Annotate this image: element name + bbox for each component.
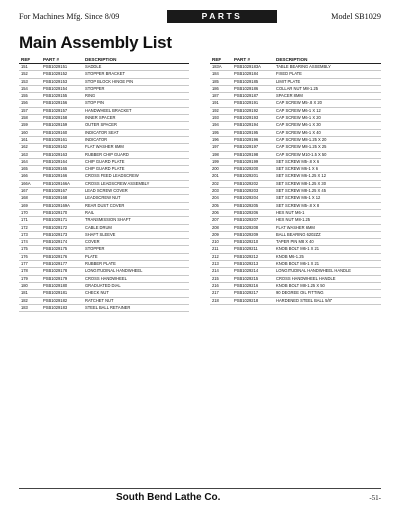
table-row [19, 253, 189, 260]
cell-part-number: PSB1029174 [41, 239, 83, 246]
cell-description: HANDWHEEL BRACKET [83, 107, 189, 114]
cell-ref: 172 [19, 224, 41, 231]
cell-part-number: PSB1029206 [232, 209, 274, 216]
cell-part-number: PSB1029154 [41, 85, 83, 92]
cell-ref: 200 [210, 166, 232, 173]
cell-description: FLAT WASHER 6MM [83, 144, 189, 151]
cell-description: KNOB BOLT M6-1 X 21 [274, 246, 381, 253]
header-section-bar: PARTS [167, 10, 277, 23]
cell-description: FIXED PLATE [274, 71, 381, 78]
cell-ref: 178 [19, 268, 41, 275]
cell-ref: 197 [210, 144, 232, 151]
cell-part-number: PSB1029183A [232, 64, 274, 71]
cell-ref: 175 [19, 246, 41, 253]
cell-part-number: PSB1029191 [232, 100, 274, 107]
cell-part-number: PSB1029170 [41, 209, 83, 216]
cell-ref: 170 [19, 209, 41, 216]
cell-part-number: PSB1029180 [41, 282, 83, 289]
table-row [210, 158, 381, 165]
cell-ref: 193 [210, 115, 232, 122]
cell-part-number: PSB1029193 [232, 115, 274, 122]
table-row [19, 64, 189, 71]
cell-part-number: PSB1029211 [232, 246, 274, 253]
cell-part-number: PSB1029184 [232, 71, 274, 78]
page-header [19, 10, 381, 25]
cell-ref: 186 [210, 85, 232, 92]
cell-ref: 181 [19, 290, 41, 297]
cell-ref: 166A [19, 180, 41, 187]
cell-ref: 212 [210, 253, 232, 260]
cell-description: CAP SCREW M5-.8 X 20 [274, 100, 381, 107]
cell-ref: 207 [210, 217, 232, 224]
table-row [19, 202, 189, 209]
cell-ref: 156 [19, 100, 41, 107]
table-row [210, 93, 381, 100]
table-row [19, 71, 189, 78]
table-row [210, 239, 381, 246]
cell-part-number: PSB1029163 [41, 151, 83, 158]
cell-ref: 213 [210, 261, 232, 268]
cell-description: CROSS HANDWHEEL HANDLE [274, 275, 381, 282]
cell-description: COVER [83, 239, 189, 246]
table-row [210, 144, 381, 151]
table-row [19, 85, 189, 92]
cell-part-number: PSB1029213 [232, 261, 274, 268]
cell-ref: 162 [19, 144, 41, 151]
table-row [210, 71, 381, 78]
cell-description: SET SCREW M6-1.25 X 12 [274, 173, 381, 180]
table-row [210, 115, 381, 122]
cell-description: CAP SCREW M6-1 X 20 [274, 115, 381, 122]
cell-ref: 208 [210, 224, 232, 231]
cell-ref: 184 [210, 71, 232, 78]
cell-ref: 195 [210, 129, 232, 136]
table-row [210, 151, 381, 158]
cell-part-number: PSB1029196 [232, 136, 274, 143]
column-header-ref: REF [210, 56, 232, 64]
cell-ref: 159 [19, 122, 41, 129]
cell-description: 90 DEGREE OIL FITTING [274, 290, 381, 297]
cell-ref: 185 [210, 78, 232, 85]
cell-description: KNOB BOLT M6-1 X 21 [274, 261, 381, 268]
cell-part-number: PSB1029212 [232, 253, 274, 260]
cell-description: HEX NUT M8-1.25 [274, 217, 381, 224]
cell-part-number: PSB1029209 [232, 231, 274, 238]
cell-part-number: PSB1029195 [232, 129, 274, 136]
cell-ref: 202 [210, 180, 232, 187]
cell-ref: 196 [210, 136, 232, 143]
table-row [19, 217, 189, 224]
cell-description: FLAT WASHER 6MM [274, 224, 381, 231]
cell-part-number: PSB1029194 [232, 122, 274, 129]
cell-part-number: PSB1029178 [41, 268, 83, 275]
cell-description: BALL BEARING 6202ZZ [274, 231, 381, 238]
cell-part-number: PSB1029153 [41, 78, 83, 85]
cell-part-number: PSB1029182 [41, 297, 83, 304]
cell-description: LONGITUDINAL HANDWHEEL HANDLE [274, 268, 381, 275]
cell-ref: 154 [19, 85, 41, 92]
cell-part-number: PSB1029176 [41, 253, 83, 260]
cell-part-number: PSB1029183 [41, 304, 83, 311]
table-row [210, 173, 381, 180]
cell-part-number: PSB1029168 [41, 195, 83, 202]
cell-ref: 166 [19, 173, 41, 180]
cell-part-number: PSB1029177 [41, 261, 83, 268]
cell-ref: 163 [19, 151, 41, 158]
cell-part-number: PSB1029173 [41, 231, 83, 238]
cell-ref: 192 [210, 107, 232, 114]
table-row [19, 129, 189, 136]
cell-ref: 179 [19, 275, 41, 282]
cell-part-number: PSB1029175 [41, 246, 83, 253]
cell-description: TAPER PIN M8 X 40 [274, 239, 381, 246]
cell-description: INDICATOR SEAT [83, 129, 189, 136]
table-row [19, 239, 189, 246]
table-row [210, 85, 381, 92]
table-row [19, 297, 189, 304]
cell-description: TRANSMISSION SHAFT [83, 217, 189, 224]
cell-description: SET SCREW M5-.8 X 8 [274, 202, 381, 209]
table-row [19, 144, 189, 151]
cell-ref: 167 [19, 188, 41, 195]
table-header-row [19, 56, 189, 64]
table-row [210, 282, 381, 289]
cell-description: INNER SPACER [83, 115, 189, 122]
table-row [210, 122, 381, 129]
cell-ref: 214 [210, 268, 232, 275]
column-header-part: PART # [232, 56, 274, 64]
table-row [19, 173, 189, 180]
cell-part-number: PSB1029171 [41, 217, 83, 224]
cell-part-number: PSB1029201 [232, 173, 274, 180]
table-row [19, 290, 189, 297]
cell-description: CAP SCREW M10-1.5 X 50 [274, 151, 381, 158]
cell-description: CROSS FEED LEADSCREW [83, 173, 189, 180]
cell-ref: 155 [19, 93, 41, 100]
cell-part-number: PSB1029200 [232, 166, 274, 173]
cell-description: RING [83, 93, 189, 100]
cell-description: SET SCREW M8-1.25 X 30 [274, 180, 381, 187]
table-row [19, 261, 189, 268]
cell-ref: 177 [19, 261, 41, 268]
cell-description: SADDLE [83, 64, 189, 71]
header-machines-mfg: For Machines Mfg. Since 8/09 [19, 12, 120, 21]
footer-brand: South Bend Lathe Co. [116, 492, 221, 503]
header-model: Model SB1029 [331, 12, 381, 21]
cell-description: LEAD SCREW COVER [83, 188, 189, 195]
table-row [19, 107, 189, 114]
table-row [19, 93, 189, 100]
cell-part-number: PSB1029151 [41, 64, 83, 71]
cell-part-number: PSB1029197 [232, 144, 274, 151]
cell-part-number: PSB1029155 [41, 93, 83, 100]
table-row [210, 224, 381, 231]
table-row [19, 158, 189, 165]
cell-description: PLATE [83, 253, 189, 260]
cell-description: TABLE BEARING ASSEMBLY [274, 64, 381, 71]
cell-part-number: PSB1029185 [232, 78, 274, 85]
cell-ref: 206 [210, 209, 232, 216]
column-header-ref: REF [19, 56, 41, 64]
cell-description: CABLE DRUM [83, 224, 189, 231]
cell-ref: 191 [210, 100, 232, 107]
table-row [210, 107, 381, 114]
cell-ref: 168 [19, 195, 41, 202]
cell-part-number: PSB1029202 [232, 180, 274, 187]
cell-description: STOPPER [83, 246, 189, 253]
column-header-description: DESCRIPTION [83, 56, 189, 64]
cell-part-number: PSB1029156 [41, 100, 83, 107]
table-row [210, 209, 381, 216]
table-row [210, 180, 381, 187]
table-row [210, 261, 381, 268]
cell-part-number: PSB1029161 [41, 136, 83, 143]
cell-part-number: PSB1029158 [41, 115, 83, 122]
cell-ref: 205 [210, 202, 232, 209]
cell-description: COLLAR NUT M8-1.25 [274, 85, 381, 92]
cell-ref: 160 [19, 129, 41, 136]
cell-part-number: PSB1029216 [232, 282, 274, 289]
cell-description: STOPPER [83, 85, 189, 92]
cell-part-number: PSB1029199 [232, 158, 274, 165]
cell-description: GRADUATED DIAL [83, 282, 189, 289]
cell-ref: 169 [19, 202, 41, 209]
cell-part-number: PSB1029217 [232, 290, 274, 297]
table-row [19, 100, 189, 107]
cell-part-number: PSB1029204 [232, 195, 274, 202]
cell-ref: 157 [19, 107, 41, 114]
cell-ref: 201 [210, 173, 232, 180]
cell-description: SET SCREW M6-1 X 6 [274, 166, 381, 173]
cell-description: CROSS LEADSCREW ASSEMBLY [83, 180, 189, 187]
cell-ref: 153 [19, 78, 41, 85]
cell-ref: 204 [210, 195, 232, 202]
table-row [19, 151, 189, 158]
cell-description: CAP SCREW M8-1.25 X 20 [274, 136, 381, 143]
cell-description: HEX NUT M6-1 [274, 209, 381, 216]
cell-ref: 218 [210, 297, 232, 304]
table-row [210, 195, 381, 202]
cell-description: STEEL BALL RETAINER [83, 304, 189, 311]
table-row [210, 217, 381, 224]
cell-ref: 203 [210, 188, 232, 195]
cell-part-number: PSB1029159 [41, 122, 83, 129]
cell-description: SPACER 8MM [274, 93, 381, 100]
cell-description: CHIP GUARD PLATE [83, 166, 189, 173]
cell-description: STOPPER BRACKET [83, 71, 189, 78]
parts-table-right [210, 56, 381, 305]
column-header-description: DESCRIPTION [274, 56, 381, 64]
table-row [210, 246, 381, 253]
cell-ref: 198 [210, 151, 232, 158]
cell-ref: 174 [19, 239, 41, 246]
table-row [19, 180, 189, 187]
table-row [210, 64, 381, 71]
cell-part-number: PSB1029165 [41, 166, 83, 173]
page-number: -51- [369, 494, 381, 502]
cell-description: LONGITUDINAL HANDWHEEL [83, 268, 189, 275]
page-title: Main Assembly List [19, 33, 172, 52]
cell-ref: 183 [19, 304, 41, 311]
cell-description: CAP SCREW M6-1 X 12 [274, 107, 381, 114]
footer-divider [19, 488, 381, 489]
table-row [210, 202, 381, 209]
cell-part-number: PSB1029164 [41, 158, 83, 165]
table-row [210, 275, 381, 282]
cell-description: SHAFT SLEEVE [83, 231, 189, 238]
cell-ref: 180 [19, 282, 41, 289]
table-row [19, 115, 189, 122]
cell-part-number: PSB1029218 [232, 297, 274, 304]
cell-description: CROSS HANDWHEEL [83, 275, 189, 282]
table-row [210, 297, 381, 304]
cell-part-number: PSB1029166A [41, 180, 83, 187]
cell-part-number: PSB1029169A [41, 202, 83, 209]
cell-part-number: PSB1029203 [232, 188, 274, 195]
cell-description: LIMIT PLATE [274, 78, 381, 85]
cell-part-number: PSB1029157 [41, 107, 83, 114]
cell-part-number: PSB1029207 [232, 217, 274, 224]
cell-description: CAP SCREW M6-1 X 40 [274, 129, 381, 136]
cell-part-number: PSB1029192 [232, 107, 274, 114]
table-row [19, 122, 189, 129]
parts-table-left [19, 56, 189, 312]
table-row [210, 253, 381, 260]
cell-part-number: PSB1029205 [232, 202, 274, 209]
table-row [210, 290, 381, 297]
cell-ref: 183A [210, 64, 232, 71]
cell-description: REAR DUST COVER [83, 202, 189, 209]
table-row [210, 78, 381, 85]
cell-description: OUTER SPACER [83, 122, 189, 129]
cell-description: CAP SCREW M8-1.25 X 25 [274, 144, 381, 151]
cell-description: RATCHET NUT [83, 297, 189, 304]
cell-ref: 216 [210, 282, 232, 289]
cell-description: RUBBER CHIP GUARD [83, 151, 189, 158]
cell-ref: 209 [210, 231, 232, 238]
table-row [19, 246, 189, 253]
cell-description: KNOB M6-1.25 [274, 253, 381, 260]
cell-description: CHECK NUT [83, 290, 189, 297]
table-row [19, 136, 189, 143]
cell-ref: 171 [19, 217, 41, 224]
column-header-part: PART # [41, 56, 83, 64]
table-row [19, 188, 189, 195]
cell-part-number: PSB1029167 [41, 188, 83, 195]
table-row [19, 78, 189, 85]
table-row [19, 275, 189, 282]
cell-ref: 151 [19, 64, 41, 71]
cell-ref: 165 [19, 166, 41, 173]
table-row [210, 268, 381, 275]
cell-description: RUBBER PLATE [83, 261, 189, 268]
cell-ref: 210 [210, 239, 232, 246]
cell-part-number: PSB1029160 [41, 129, 83, 136]
cell-part-number: PSB1029162 [41, 144, 83, 151]
table-row [210, 231, 381, 238]
cell-ref: 173 [19, 231, 41, 238]
cell-ref: 182 [19, 297, 41, 304]
cell-ref: 176 [19, 253, 41, 260]
table-row [210, 188, 381, 195]
cell-part-number: PSB1029210 [232, 239, 274, 246]
table-row [19, 268, 189, 275]
cell-description: INDICATOR [83, 136, 189, 143]
table-row [210, 129, 381, 136]
cell-part-number: PSB1029208 [232, 224, 274, 231]
cell-ref: 217 [210, 290, 232, 297]
cell-description: RAIL [83, 209, 189, 216]
table-row [210, 166, 381, 173]
cell-part-number: PSB1029166 [41, 173, 83, 180]
cell-description: HARDENED STEEL BALL 5/8" [274, 297, 381, 304]
cell-ref: 158 [19, 115, 41, 122]
cell-description: SET SCREW M6-1 X 12 [274, 195, 381, 202]
table-row [210, 100, 381, 107]
table-row [210, 136, 381, 143]
cell-part-number: PSB1029172 [41, 224, 83, 231]
cell-part-number: PSB1029214 [232, 268, 274, 275]
table-row [19, 224, 189, 231]
cell-ref: 194 [210, 122, 232, 129]
cell-part-number: PSB1029198 [232, 151, 274, 158]
table-row [19, 282, 189, 289]
cell-ref: 211 [210, 246, 232, 253]
cell-part-number: PSB1029181 [41, 290, 83, 297]
cell-part-number: PSB1029187 [232, 93, 274, 100]
cell-part-number: PSB1029186 [232, 85, 274, 92]
cell-ref: 152 [19, 71, 41, 78]
cell-description: STOP BLOCK HINGE PIN [83, 78, 189, 85]
cell-ref: 199 [210, 158, 232, 165]
table-row [19, 166, 189, 173]
cell-description: STOP PIN [83, 100, 189, 107]
table-row [19, 304, 189, 311]
table-row [19, 231, 189, 238]
cell-ref: 215 [210, 275, 232, 282]
cell-ref: 161 [19, 136, 41, 143]
cell-part-number: PSB1029215 [232, 275, 274, 282]
cell-ref: 187 [210, 93, 232, 100]
cell-part-number: PSB1029179 [41, 275, 83, 282]
table-row [19, 209, 189, 216]
cell-description: SET SCREW M8-1.25 X 45 [274, 188, 381, 195]
cell-part-number: PSB1029152 [41, 71, 83, 78]
cell-ref: 164 [19, 158, 41, 165]
cell-description: CHIP GUARD PLATE [83, 158, 189, 165]
cell-description: KNOB BOLT M8-1.25 X 50 [274, 282, 381, 289]
cell-description: LEADSCREW NUT [83, 195, 189, 202]
table-row [19, 195, 189, 202]
cell-description: CAP SCREW M6-1 X 30 [274, 122, 381, 129]
table-header-row [210, 56, 381, 64]
cell-description: SET SCREW M5-.8 X 6 [274, 158, 381, 165]
